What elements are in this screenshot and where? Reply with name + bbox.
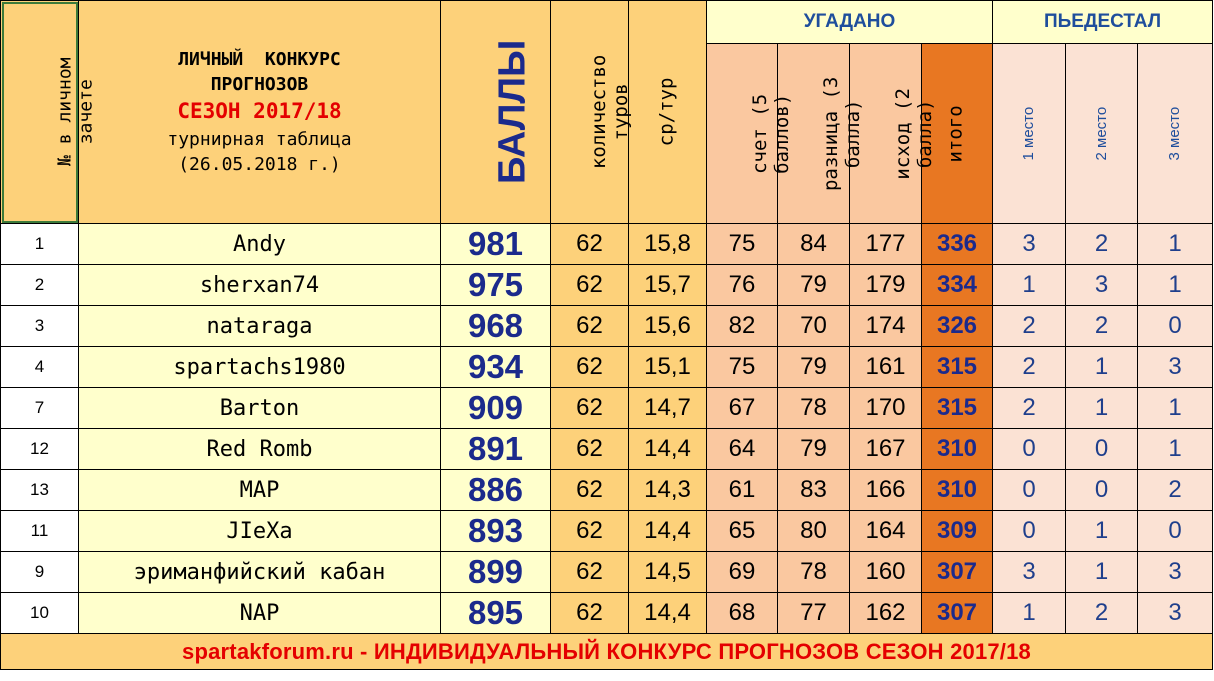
header-place1-label: 1 место bbox=[1020, 106, 1038, 160]
diff-cell: 79 bbox=[778, 347, 850, 388]
tours-cell: 62 bbox=[551, 593, 629, 634]
diff-cell: 79 bbox=[778, 265, 850, 306]
score-cell: 75 bbox=[707, 224, 778, 265]
place3-cell: 0 bbox=[1138, 306, 1213, 347]
place1-cell: 2 bbox=[993, 347, 1066, 388]
player-name-cell: Barton bbox=[79, 388, 441, 429]
rank-cell: 4 bbox=[1, 347, 79, 388]
footer-banner: spartakforum.ru - ИНДИВИДУАЛЬНЫЙ КОНКУРС ПРОГНОЗОВ СЕЗОН 2017/18 bbox=[1, 634, 1213, 670]
tours-cell: 62 bbox=[551, 347, 629, 388]
score-cell: 69 bbox=[707, 552, 778, 593]
avg-cell: 15,6 bbox=[629, 306, 707, 347]
rank-cell: 9 bbox=[1, 552, 79, 593]
avg-cell: 14,4 bbox=[629, 593, 707, 634]
rank-cell: 13 bbox=[1, 470, 79, 511]
avg-cell: 15,1 bbox=[629, 347, 707, 388]
total-cell: 309 bbox=[922, 511, 993, 552]
avg-cell: 14,7 bbox=[629, 388, 707, 429]
player-name-cell: Red Romb bbox=[79, 429, 441, 470]
header-total-label: итого bbox=[945, 104, 968, 163]
outcome-cell: 179 bbox=[850, 265, 922, 306]
place2-cell: 1 bbox=[1066, 511, 1138, 552]
place3-cell: 1 bbox=[1138, 265, 1213, 306]
place1-cell: 2 bbox=[993, 388, 1066, 429]
header-outcome-label: исход (2 балла) bbox=[892, 87, 936, 180]
rank-cell: 10 bbox=[1, 593, 79, 634]
rank-cell: 7 bbox=[1, 388, 79, 429]
tours-cell: 62 bbox=[551, 224, 629, 265]
place3-cell: 1 bbox=[1138, 388, 1213, 429]
table-row bbox=[1, 470, 1213, 511]
header-score-label: счет (5 баллов) bbox=[749, 93, 793, 174]
header-avg bbox=[629, 1, 707, 224]
header-title-block bbox=[79, 1, 441, 224]
header-guessed-group: УГАДАНО bbox=[707, 1, 993, 44]
place2-cell: 2 bbox=[1066, 306, 1138, 347]
score-cell: 82 bbox=[707, 306, 778, 347]
header-tours bbox=[551, 1, 632, 224]
table-row bbox=[1, 429, 1213, 470]
header-rank-label: № в личном зачете bbox=[54, 57, 96, 167]
diff-cell: 80 bbox=[778, 511, 850, 552]
place2-cell: 1 bbox=[1066, 347, 1138, 388]
table-date: (26.05.2018 г.) bbox=[178, 153, 341, 175]
avg-cell: 14,4 bbox=[629, 511, 707, 552]
outcome-cell: 174 bbox=[850, 306, 922, 347]
points-cell: 909 bbox=[441, 388, 551, 429]
tours-cell: 62 bbox=[551, 306, 629, 347]
total-cell: 336 bbox=[922, 224, 993, 265]
place3-cell: 1 bbox=[1138, 429, 1213, 470]
table-row bbox=[1, 347, 1213, 388]
total-cell: 307 bbox=[922, 593, 993, 634]
outcome-cell: 170 bbox=[850, 388, 922, 429]
tours-cell: 62 bbox=[551, 388, 629, 429]
table-row bbox=[1, 552, 1213, 593]
season-label: СЕЗОН 2017/18 bbox=[177, 99, 342, 124]
place2-cell: 2 bbox=[1066, 593, 1138, 634]
points-cell: 975 bbox=[441, 265, 551, 306]
player-name-cell: JIeXa bbox=[79, 511, 441, 552]
place2-cell: 1 bbox=[1066, 552, 1138, 593]
outcome-cell: 167 bbox=[850, 429, 922, 470]
diff-cell: 70 bbox=[778, 306, 850, 347]
diff-cell: 77 bbox=[778, 593, 850, 634]
title-line2: ПРОГНОЗОВ bbox=[210, 74, 309, 96]
diff-cell: 84 bbox=[778, 224, 850, 265]
score-cell: 67 bbox=[707, 388, 778, 429]
outcome-cell: 177 bbox=[850, 224, 922, 265]
score-cell: 75 bbox=[707, 347, 778, 388]
points-cell: 893 bbox=[441, 511, 551, 552]
avg-cell: 14,4 bbox=[629, 429, 707, 470]
total-cell: 307 bbox=[922, 552, 993, 593]
outcome-cell: 162 bbox=[850, 593, 922, 634]
player-name-cell: MAP bbox=[79, 470, 441, 511]
points-cell: 968 bbox=[441, 306, 551, 347]
rank-cell: 12 bbox=[1, 429, 79, 470]
place1-cell: 1 bbox=[993, 265, 1066, 306]
header-score bbox=[707, 44, 793, 224]
header-diff-label: разница (3 балла) bbox=[820, 76, 864, 191]
score-cell: 65 bbox=[707, 511, 778, 552]
table-row bbox=[1, 388, 1213, 429]
avg-cell: 15,7 bbox=[629, 265, 707, 306]
outcome-cell: 161 bbox=[850, 347, 922, 388]
table-row bbox=[1, 511, 1213, 552]
rank-cell: 2 bbox=[1, 265, 79, 306]
place1-cell: 2 bbox=[993, 306, 1066, 347]
rank-cell: 11 bbox=[1, 511, 79, 552]
tours-cell: 62 bbox=[551, 429, 629, 470]
points-cell: 891 bbox=[441, 429, 551, 470]
table-row bbox=[1, 593, 1213, 634]
place2-cell: 0 bbox=[1066, 470, 1138, 511]
place2-cell: 2 bbox=[1066, 224, 1138, 265]
rank-cell: 3 bbox=[1, 306, 79, 347]
score-cell: 64 bbox=[707, 429, 778, 470]
title-line1: ЛИЧНЫЙ КОНКУРС bbox=[178, 48, 341, 70]
place3-cell: 0 bbox=[1138, 511, 1213, 552]
player-name-cell: spartachs1980 bbox=[79, 347, 441, 388]
place3-cell: 3 bbox=[1138, 552, 1213, 593]
header-place1 bbox=[993, 44, 1066, 224]
place2-cell: 1 bbox=[1066, 388, 1138, 429]
points-cell: 895 bbox=[441, 593, 551, 634]
avg-cell: 14,5 bbox=[629, 552, 707, 593]
tours-cell: 62 bbox=[551, 511, 629, 552]
place2-cell: 0 bbox=[1066, 429, 1138, 470]
diff-cell: 78 bbox=[778, 552, 850, 593]
place3-cell: 1 bbox=[1138, 224, 1213, 265]
avg-cell: 15,8 bbox=[629, 224, 707, 265]
place1-cell: 3 bbox=[993, 224, 1066, 265]
total-cell: 310 bbox=[922, 429, 993, 470]
rank-cell: 1 bbox=[1, 224, 79, 265]
player-name-cell: NAP bbox=[79, 593, 441, 634]
score-cell: 76 bbox=[707, 265, 778, 306]
header-place2 bbox=[1066, 44, 1138, 224]
outcome-cell: 166 bbox=[850, 470, 922, 511]
place3-cell: 2 bbox=[1138, 470, 1213, 511]
place2-cell: 3 bbox=[1066, 265, 1138, 306]
points-cell: 981 bbox=[441, 224, 551, 265]
place1-cell: 3 bbox=[993, 552, 1066, 593]
place1-cell: 1 bbox=[993, 593, 1066, 634]
header-place2-label: 2 место bbox=[1092, 106, 1110, 160]
total-cell: 315 bbox=[922, 347, 993, 388]
place1-cell: 0 bbox=[993, 470, 1066, 511]
header-podium-group: ПЬЕДЕСТАЛ bbox=[993, 1, 1213, 44]
header-place3-label: 3 место bbox=[1166, 106, 1184, 160]
points-cell: 934 bbox=[441, 347, 551, 388]
tours-cell: 62 bbox=[551, 552, 629, 593]
place1-cell: 0 bbox=[993, 429, 1066, 470]
place3-cell: 3 bbox=[1138, 347, 1213, 388]
place1-cell: 0 bbox=[993, 511, 1066, 552]
total-cell: 326 bbox=[922, 306, 993, 347]
header-rank-number bbox=[1, 1, 96, 224]
header-points bbox=[441, 1, 551, 224]
player-name-cell: эриманфийский кабан bbox=[79, 552, 441, 593]
table-row bbox=[1, 306, 1213, 347]
avg-cell: 14,3 bbox=[629, 470, 707, 511]
player-name-cell: Andy bbox=[79, 224, 441, 265]
outcome-cell: 164 bbox=[850, 511, 922, 552]
table-row bbox=[1, 224, 1213, 265]
header-place3 bbox=[1138, 44, 1213, 224]
place3-cell: 3 bbox=[1138, 593, 1213, 634]
total-cell: 334 bbox=[922, 265, 993, 306]
header-points-label: БАЛЛЫ bbox=[491, 39, 534, 185]
score-cell: 61 bbox=[707, 470, 778, 511]
total-cell: 310 bbox=[922, 470, 993, 511]
table-row bbox=[1, 265, 1213, 306]
player-name-cell: nataraga bbox=[79, 306, 441, 347]
diff-cell: 83 bbox=[778, 470, 850, 511]
table-subtitle: турнирная таблица bbox=[167, 128, 352, 150]
tours-cell: 62 bbox=[551, 470, 629, 511]
points-cell: 886 bbox=[441, 470, 551, 511]
header-avg-label: ср/тур bbox=[655, 77, 678, 147]
total-cell: 315 bbox=[922, 388, 993, 429]
tours-cell: 62 bbox=[551, 265, 629, 306]
points-cell: 899 bbox=[441, 552, 551, 593]
outcome-cell: 160 bbox=[850, 552, 922, 593]
diff-cell: 79 bbox=[778, 429, 850, 470]
score-cell: 68 bbox=[707, 593, 778, 634]
player-name-cell: sherxan74 bbox=[79, 265, 441, 306]
header-tours-label: количество туров bbox=[588, 54, 632, 170]
diff-cell: 78 bbox=[778, 388, 850, 429]
